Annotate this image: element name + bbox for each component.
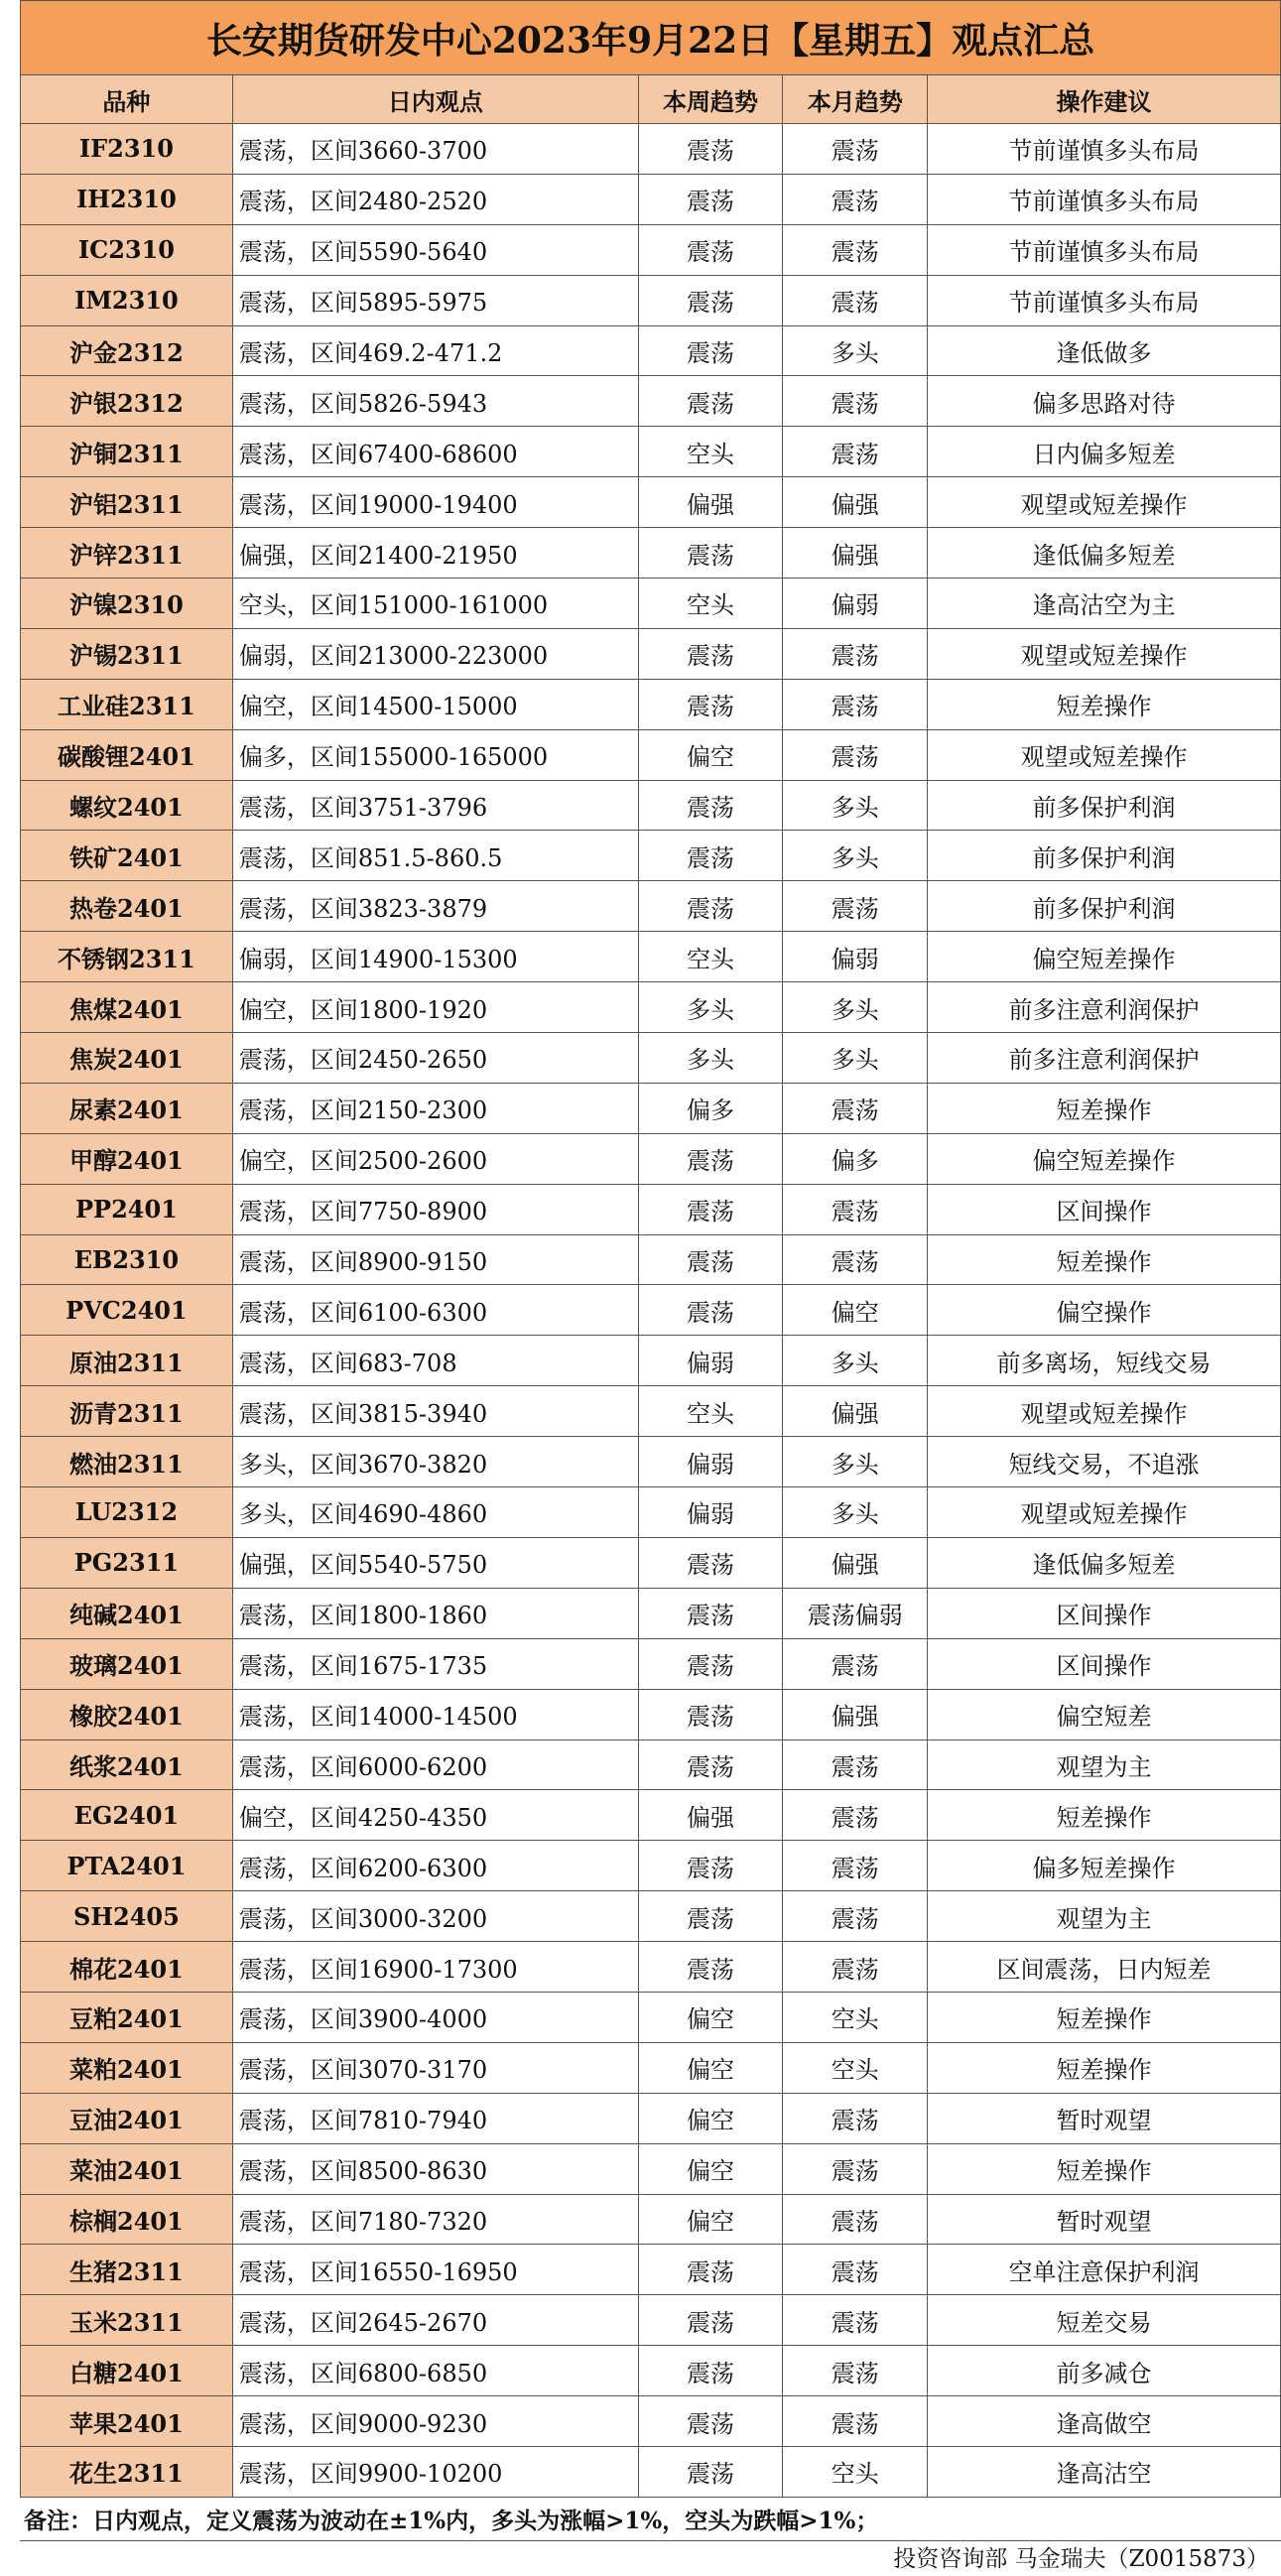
variety-cell: SH2405 bbox=[21, 1891, 233, 1942]
monthly-trend-cell: 震荡 bbox=[783, 881, 928, 932]
monthly-trend-cell: 多头 bbox=[783, 1033, 928, 1084]
variety-cell: 沪银2312 bbox=[21, 376, 233, 427]
monthly-trend-cell: 震荡 bbox=[783, 124, 928, 175]
table-row bbox=[21, 528, 1281, 579]
weekly-trend-cell: 偏弱 bbox=[638, 1487, 783, 1538]
intraday-view-cell: 偏空，区间4250-4350 bbox=[232, 1790, 638, 1841]
variety-cell: IF2310 bbox=[21, 124, 233, 175]
variety-cell: 花生2311 bbox=[21, 2446, 233, 2497]
variety-cell: 碳酸锂2401 bbox=[21, 729, 233, 780]
suggestion-cell: 逢高沽空为主 bbox=[928, 579, 1281, 629]
monthly-trend-cell: 震荡 bbox=[783, 1083, 928, 1133]
variety-cell: EB2310 bbox=[21, 1234, 233, 1285]
weekly-trend-cell: 震荡 bbox=[638, 1739, 783, 1790]
weekly-trend-cell: 偏弱 bbox=[638, 1336, 783, 1386]
suggestion-cell: 日内偏多短差 bbox=[928, 427, 1281, 477]
monthly-trend-cell: 偏弱 bbox=[783, 932, 928, 982]
intraday-view-cell: 震荡，区间5590-5640 bbox=[232, 224, 638, 275]
suggestion-cell: 区间操作 bbox=[928, 1588, 1281, 1638]
intraday-view-cell: 震荡，区间3823-3879 bbox=[232, 881, 638, 932]
suggestion-cell: 逢低偏多短差 bbox=[928, 1537, 1281, 1588]
intraday-view-cell: 多头，区间4690-4860 bbox=[232, 1487, 638, 1538]
table-row bbox=[21, 1336, 1281, 1386]
suggestion-cell: 节前谨慎多头布局 bbox=[928, 224, 1281, 275]
summary-sheet bbox=[20, 0, 1281, 2498]
table-row bbox=[21, 376, 1281, 427]
suggestion-cell: 空单注意保护利润 bbox=[928, 2245, 1281, 2295]
monthly-trend-cell: 偏弱 bbox=[783, 579, 928, 629]
suggestion-cell: 前多保护利润 bbox=[928, 881, 1281, 932]
monthly-trend-cell: 空头 bbox=[783, 2446, 928, 2497]
suggestion-cell: 前多减仓 bbox=[928, 2346, 1281, 2396]
weekly-trend-cell: 震荡 bbox=[638, 376, 783, 427]
variety-cell: 玻璃2401 bbox=[21, 1638, 233, 1689]
variety-cell: 沪镍2310 bbox=[21, 579, 233, 629]
intraday-view-cell: 震荡，区间3660-3700 bbox=[232, 124, 638, 175]
monthly-trend-cell: 震荡 bbox=[783, 628, 928, 679]
variety-cell: 菜粕2401 bbox=[21, 2042, 233, 2093]
variety-cell: 原油2311 bbox=[21, 1336, 233, 1386]
intraday-view-cell: 震荡，区间5895-5975 bbox=[232, 275, 638, 325]
intraday-view-cell: 偏空，区间1800-1920 bbox=[232, 982, 638, 1033]
weekly-trend-cell: 震荡 bbox=[638, 881, 783, 932]
table-row bbox=[21, 174, 1281, 224]
table-row bbox=[21, 1841, 1281, 1891]
variety-cell: 工业硅2311 bbox=[21, 679, 233, 729]
weekly-trend-cell: 震荡 bbox=[638, 628, 783, 679]
table-row bbox=[21, 881, 1281, 932]
suggestion-cell: 偏空短差操作 bbox=[928, 1133, 1281, 1184]
monthly-trend-cell: 偏强 bbox=[783, 528, 928, 579]
table-body bbox=[21, 124, 1281, 2498]
suggestion-cell: 节前谨慎多头布局 bbox=[928, 275, 1281, 325]
intraday-view-cell: 震荡，区间9900-10200 bbox=[232, 2446, 638, 2497]
variety-cell: 菜油2401 bbox=[21, 2143, 233, 2194]
variety-cell: 沪金2312 bbox=[21, 325, 233, 376]
weekly-trend-cell: 震荡 bbox=[638, 2446, 783, 2497]
weekly-trend-cell: 震荡 bbox=[638, 174, 783, 224]
variety-cell: 螺纹2401 bbox=[21, 780, 233, 831]
variety-cell: 沪锡2311 bbox=[21, 628, 233, 679]
weekly-trend-cell: 偏空 bbox=[638, 1992, 783, 2042]
monthly-trend-cell: 震荡 bbox=[783, 2346, 928, 2396]
intraday-view-cell: 震荡，区间851.5-860.5 bbox=[232, 831, 638, 881]
monthly-trend-cell: 多头 bbox=[783, 1336, 928, 1386]
weekly-trend-cell: 偏空 bbox=[638, 729, 783, 780]
suggestion-cell: 短差操作 bbox=[928, 1083, 1281, 1133]
intraday-view-cell: 震荡，区间469.2-471.2 bbox=[232, 325, 638, 376]
views-table bbox=[20, 0, 1281, 2498]
monthly-trend-cell: 震荡 bbox=[783, 1841, 928, 1891]
variety-cell: 玉米2311 bbox=[21, 2295, 233, 2346]
intraday-view-cell: 震荡，区间7810-7940 bbox=[232, 2093, 638, 2143]
table-row bbox=[21, 1437, 1281, 1487]
monthly-trend-cell: 震荡 bbox=[783, 1638, 928, 1689]
weekly-trend-cell: 震荡 bbox=[638, 224, 783, 275]
variety-cell: IC2310 bbox=[21, 224, 233, 275]
suggestion-cell: 前多注意利润保护 bbox=[928, 982, 1281, 1033]
variety-cell: 沪铝2311 bbox=[21, 477, 233, 528]
suggestion-cell: 逢高沽空 bbox=[928, 2446, 1281, 2497]
table-row bbox=[21, 2143, 1281, 2194]
weekly-trend-cell: 震荡 bbox=[638, 124, 783, 175]
intraday-view-cell: 震荡，区间2450-2650 bbox=[232, 1033, 638, 1084]
monthly-trend-cell: 偏强 bbox=[783, 1386, 928, 1437]
suggestion-cell: 短差操作 bbox=[928, 2143, 1281, 2194]
table-row bbox=[21, 1184, 1281, 1234]
intraday-view-cell: 偏空，区间14500-15000 bbox=[232, 679, 638, 729]
suggestion-cell: 短线交易，不追涨 bbox=[928, 1437, 1281, 1487]
table-row bbox=[21, 2042, 1281, 2093]
weekly-trend-cell: 偏弱 bbox=[638, 1437, 783, 1487]
suggestion-cell: 观望或短差操作 bbox=[928, 1487, 1281, 1538]
weekly-trend-cell: 震荡 bbox=[638, 1133, 783, 1184]
suggestion-cell: 前多离场，短线交易 bbox=[928, 1336, 1281, 1386]
weekly-trend-cell: 震荡 bbox=[638, 2396, 783, 2447]
variety-cell: 豆粕2401 bbox=[21, 1992, 233, 2042]
weekly-trend-cell: 偏强 bbox=[638, 477, 783, 528]
variety-cell: LU2312 bbox=[21, 1487, 233, 1538]
monthly-trend-cell: 震荡 bbox=[783, 2396, 928, 2447]
variety-cell: 白糖2401 bbox=[21, 2346, 233, 2396]
table-row bbox=[21, 679, 1281, 729]
monthly-trend-cell: 震荡 bbox=[783, 1891, 928, 1942]
intraday-view-cell: 震荡，区间8900-9150 bbox=[232, 1234, 638, 1285]
variety-cell: 不锈钢2311 bbox=[21, 932, 233, 982]
weekly-trend-cell: 空头 bbox=[638, 579, 783, 629]
weekly-trend-cell: 震荡 bbox=[638, 679, 783, 729]
suggestion-cell: 偏空短差 bbox=[928, 1689, 1281, 1739]
monthly-trend-cell: 偏强 bbox=[783, 1537, 928, 1588]
monthly-trend-cell: 震荡 bbox=[783, 376, 928, 427]
weekly-trend-cell: 空头 bbox=[638, 1386, 783, 1437]
intraday-view-cell: 震荡，区间3070-3170 bbox=[232, 2042, 638, 2093]
monthly-trend-cell: 震荡 bbox=[783, 2093, 928, 2143]
weekly-trend-cell: 震荡 bbox=[638, 1841, 783, 1891]
table-row bbox=[21, 729, 1281, 780]
intraday-view-cell: 震荡，区间6100-6300 bbox=[232, 1285, 638, 1336]
variety-cell: 棉花2401 bbox=[21, 1942, 233, 1993]
weekly-trend-cell: 空头 bbox=[638, 427, 783, 477]
table-row bbox=[21, 477, 1281, 528]
intraday-view-cell: 震荡，区间2150-2300 bbox=[232, 1083, 638, 1133]
variety-cell: 苹果2401 bbox=[21, 2396, 233, 2447]
suggestion-cell: 节前谨慎多头布局 bbox=[928, 124, 1281, 175]
table-row bbox=[21, 1588, 1281, 1638]
weekly-trend-cell: 多头 bbox=[638, 1033, 783, 1084]
table-row bbox=[21, 780, 1281, 831]
table-title: 长安期货研发中心2023年9月22日【星期五】观点汇总 bbox=[21, 1, 1281, 75]
variety-cell: 热卷2401 bbox=[21, 881, 233, 932]
monthly-trend-cell: 空头 bbox=[783, 1992, 928, 2042]
monthly-trend-cell: 震荡 bbox=[783, 2245, 928, 2295]
table-row bbox=[21, 275, 1281, 325]
table-row bbox=[21, 1133, 1281, 1184]
header-intraday-view: 日内观点 bbox=[232, 75, 638, 124]
variety-cell: 尿素2401 bbox=[21, 1083, 233, 1133]
table-row bbox=[21, 982, 1281, 1033]
table-row bbox=[21, 1739, 1281, 1790]
variety-cell: 焦煤2401 bbox=[21, 982, 233, 1033]
variety-cell: 焦炭2401 bbox=[21, 1033, 233, 1084]
table-row bbox=[21, 579, 1281, 629]
monthly-trend-cell: 震荡 bbox=[783, 679, 928, 729]
variety-cell: 豆油2401 bbox=[21, 2093, 233, 2143]
table-row bbox=[21, 325, 1281, 376]
table-row bbox=[21, 2295, 1281, 2346]
suggestion-cell: 短差操作 bbox=[928, 1790, 1281, 1841]
suggestion-cell: 短差操作 bbox=[928, 2042, 1281, 2093]
table-row bbox=[21, 1790, 1281, 1841]
table-row bbox=[21, 2446, 1281, 2497]
suggestion-cell: 观望为主 bbox=[928, 1739, 1281, 1790]
weekly-trend-cell: 震荡 bbox=[638, 2245, 783, 2295]
header-row bbox=[21, 75, 1281, 124]
variety-cell: PTA2401 bbox=[21, 1841, 233, 1891]
table-row bbox=[21, 427, 1281, 477]
intraday-view-cell: 震荡，区间6200-6300 bbox=[232, 1841, 638, 1891]
monthly-trend-cell: 震荡 bbox=[783, 224, 928, 275]
intraday-view-cell: 震荡，区间16550-16950 bbox=[232, 2245, 638, 2295]
monthly-trend-cell: 震荡 bbox=[783, 1942, 928, 1993]
monthly-trend-cell: 多头 bbox=[783, 780, 928, 831]
weekly-trend-cell: 震荡 bbox=[638, 1285, 783, 1336]
suggestion-cell: 偏空短差操作 bbox=[928, 932, 1281, 982]
suggestion-cell: 观望或短差操作 bbox=[928, 729, 1281, 780]
intraday-view-cell: 震荡，区间7750-8900 bbox=[232, 1184, 638, 1234]
suggestion-cell: 短差操作 bbox=[928, 1992, 1281, 2042]
intraday-view-cell: 偏强，区间5540-5750 bbox=[232, 1537, 638, 1588]
table-row bbox=[21, 2346, 1281, 2396]
monthly-trend-cell: 震荡 bbox=[783, 1790, 928, 1841]
weekly-trend-cell: 震荡 bbox=[638, 2295, 783, 2346]
table-row bbox=[21, 1386, 1281, 1437]
intraday-view-cell: 震荡，区间3900-4000 bbox=[232, 1992, 638, 2042]
intraday-view-cell: 震荡，区间16900-17300 bbox=[232, 1942, 638, 1993]
suggestion-cell: 观望为主 bbox=[928, 1891, 1281, 1942]
weekly-trend-cell: 偏多 bbox=[638, 1083, 783, 1133]
intraday-view-cell: 震荡，区间3815-3940 bbox=[232, 1386, 638, 1437]
monthly-trend-cell: 多头 bbox=[783, 325, 928, 376]
intraday-view-cell: 震荡，区间6800-6850 bbox=[232, 2346, 638, 2396]
weekly-trend-cell: 偏空 bbox=[638, 2042, 783, 2093]
suggestion-cell: 逢高做空 bbox=[928, 2396, 1281, 2447]
suggestion-cell: 观望或短差操作 bbox=[928, 628, 1281, 679]
weekly-trend-cell: 震荡 bbox=[638, 1891, 783, 1942]
weekly-trend-cell: 震荡 bbox=[638, 2346, 783, 2396]
weekly-trend-cell: 震荡 bbox=[638, 1537, 783, 1588]
intraday-view-cell: 偏多，区间155000-165000 bbox=[232, 729, 638, 780]
variety-cell: EG2401 bbox=[21, 1790, 233, 1841]
suggestion-cell: 偏多思路对待 bbox=[928, 376, 1281, 427]
monthly-trend-cell: 多头 bbox=[783, 1437, 928, 1487]
monthly-trend-cell: 多头 bbox=[783, 982, 928, 1033]
intraday-view-cell: 震荡，区间3000-3200 bbox=[232, 1891, 638, 1942]
variety-cell: 甲醇2401 bbox=[21, 1133, 233, 1184]
suggestion-cell: 暂时观望 bbox=[928, 2194, 1281, 2245]
header-weekly-trend: 本周趋势 bbox=[638, 75, 783, 124]
monthly-trend-cell: 多头 bbox=[783, 831, 928, 881]
table-row bbox=[21, 1537, 1281, 1588]
weekly-trend-cell: 震荡 bbox=[638, 780, 783, 831]
table-row bbox=[21, 124, 1281, 175]
intraday-view-cell: 空头，区间151000-161000 bbox=[232, 579, 638, 629]
monthly-trend-cell: 震荡 bbox=[783, 2194, 928, 2245]
intraday-view-cell: 偏空，区间2500-2600 bbox=[232, 1133, 638, 1184]
table-row bbox=[21, 1638, 1281, 1689]
table-row bbox=[21, 2093, 1281, 2143]
variety-cell: PP2401 bbox=[21, 1184, 233, 1234]
monthly-trend-cell: 偏多 bbox=[783, 1133, 928, 1184]
variety-cell: 生猪2311 bbox=[21, 2245, 233, 2295]
table-row bbox=[21, 1689, 1281, 1739]
suggestion-cell: 偏空操作 bbox=[928, 1285, 1281, 1336]
intraday-view-cell: 震荡，区间6000-6200 bbox=[232, 1739, 638, 1790]
intraday-view-cell: 偏强，区间21400-21950 bbox=[232, 528, 638, 579]
weekly-trend-cell: 震荡 bbox=[638, 831, 783, 881]
monthly-trend-cell: 震荡 bbox=[783, 1739, 928, 1790]
intraday-view-cell: 震荡，区间2645-2670 bbox=[232, 2295, 638, 2346]
table-row bbox=[21, 1992, 1281, 2042]
footnote: 备注：日内观点，定义震荡为波动在±1%内，多头为涨幅>1%，空头为跌幅>1%； bbox=[20, 2502, 1281, 2541]
suggestion-cell: 短差交易 bbox=[928, 2295, 1281, 2346]
intraday-view-cell: 震荡，区间1675-1735 bbox=[232, 1638, 638, 1689]
monthly-trend-cell: 震荡 bbox=[783, 1234, 928, 1285]
monthly-trend-cell: 震荡 bbox=[783, 275, 928, 325]
intraday-view-cell: 震荡，区间7180-7320 bbox=[232, 2194, 638, 2245]
weekly-trend-cell: 震荡 bbox=[638, 1689, 783, 1739]
variety-cell: 橡胶2401 bbox=[21, 1689, 233, 1739]
intraday-view-cell: 震荡，区间683-708 bbox=[232, 1336, 638, 1386]
table-row bbox=[21, 1234, 1281, 1285]
intraday-view-cell: 震荡，区间5826-5943 bbox=[232, 376, 638, 427]
weekly-trend-cell: 震荡 bbox=[638, 528, 783, 579]
weekly-trend-cell: 震荡 bbox=[638, 1942, 783, 1993]
table-row bbox=[21, 831, 1281, 881]
header-suggestion: 操作建议 bbox=[928, 75, 1281, 124]
header-variety: 品种 bbox=[21, 75, 233, 124]
suggestion-cell: 偏多短差操作 bbox=[928, 1841, 1281, 1891]
intraday-view-cell: 震荡，区间3751-3796 bbox=[232, 780, 638, 831]
variety-cell: 燃油2311 bbox=[21, 1437, 233, 1487]
table-row bbox=[21, 224, 1281, 275]
suggestion-cell: 区间操作 bbox=[928, 1184, 1281, 1234]
table-row bbox=[21, 1033, 1281, 1084]
suggestion-cell: 前多注意利润保护 bbox=[928, 1033, 1281, 1084]
monthly-trend-cell: 震荡 bbox=[783, 729, 928, 780]
weekly-trend-cell: 空头 bbox=[638, 932, 783, 982]
weekly-trend-cell: 震荡 bbox=[638, 1234, 783, 1285]
weekly-trend-cell: 震荡 bbox=[638, 325, 783, 376]
suggestion-cell: 区间操作 bbox=[928, 1638, 1281, 1689]
suggestion-cell: 节前谨慎多头布局 bbox=[928, 174, 1281, 224]
monthly-trend-cell: 震荡 bbox=[783, 2143, 928, 2194]
variety-cell: 纸浆2401 bbox=[21, 1739, 233, 1790]
table-row bbox=[21, 1891, 1281, 1942]
weekly-trend-cell: 震荡 bbox=[638, 1588, 783, 1638]
variety-cell: 纯碱2401 bbox=[21, 1588, 233, 1638]
suggestion-cell: 前多保护利润 bbox=[928, 780, 1281, 831]
intraday-view-cell: 偏弱，区间14900-15300 bbox=[232, 932, 638, 982]
monthly-trend-cell: 震荡 bbox=[783, 2295, 928, 2346]
intraday-view-cell: 震荡，区间19000-19400 bbox=[232, 477, 638, 528]
suggestion-cell: 观望或短差操作 bbox=[928, 1386, 1281, 1437]
variety-cell: 沥青2311 bbox=[21, 1386, 233, 1437]
suggestion-cell: 区间震荡，日内短差 bbox=[928, 1942, 1281, 1993]
suggestion-cell: 短差操作 bbox=[928, 1234, 1281, 1285]
monthly-trend-cell: 偏强 bbox=[783, 477, 928, 528]
intraday-view-cell: 震荡，区间2480-2520 bbox=[232, 174, 638, 224]
weekly-trend-cell: 多头 bbox=[638, 982, 783, 1033]
weekly-trend-cell: 偏空 bbox=[638, 2143, 783, 2194]
variety-cell: 铁矿2401 bbox=[21, 831, 233, 881]
table-row bbox=[21, 1083, 1281, 1133]
table-row bbox=[21, 932, 1281, 982]
variety-cell: PVC2401 bbox=[21, 1285, 233, 1336]
suggestion-cell: 逢低做多 bbox=[928, 325, 1281, 376]
table-row bbox=[21, 2396, 1281, 2447]
variety-cell: 棕榈2401 bbox=[21, 2194, 233, 2245]
suggestion-cell: 短差操作 bbox=[928, 679, 1281, 729]
weekly-trend-cell: 震荡 bbox=[638, 275, 783, 325]
variety-cell: IM2310 bbox=[21, 275, 233, 325]
monthly-trend-cell: 震荡 bbox=[783, 174, 928, 224]
monthly-trend-cell: 偏强 bbox=[783, 1689, 928, 1739]
intraday-view-cell: 多头，区间3670-3820 bbox=[232, 1437, 638, 1487]
intraday-view-cell: 震荡，区间8500-8630 bbox=[232, 2143, 638, 2194]
weekly-trend-cell: 震荡 bbox=[638, 1638, 783, 1689]
header-monthly-trend: 本月趋势 bbox=[783, 75, 928, 124]
suggestion-cell: 前多保护利润 bbox=[928, 831, 1281, 881]
weekly-trend-cell: 偏空 bbox=[638, 2194, 783, 2245]
variety-cell: 沪锌2311 bbox=[21, 528, 233, 579]
table-row bbox=[21, 2194, 1281, 2245]
suggestion-cell: 观望或短差操作 bbox=[928, 477, 1281, 528]
suggestion-cell: 逢低偏多短差 bbox=[928, 528, 1281, 579]
variety-cell: IH2310 bbox=[21, 174, 233, 224]
intraday-view-cell: 偏弱，区间213000-223000 bbox=[232, 628, 638, 679]
signature: 投资咨询部 马金瑞夫（Z0015873） bbox=[893, 2546, 1269, 2572]
monthly-trend-cell: 震荡 bbox=[783, 427, 928, 477]
table-row bbox=[21, 1487, 1281, 1538]
intraday-view-cell: 震荡，区间9000-9230 bbox=[232, 2396, 638, 2447]
monthly-trend-cell: 震荡偏弱 bbox=[783, 1588, 928, 1638]
table-row bbox=[21, 2245, 1281, 2295]
intraday-view-cell: 震荡，区间1800-1860 bbox=[232, 1588, 638, 1638]
monthly-trend-cell: 空头 bbox=[783, 2042, 928, 2093]
intraday-view-cell: 震荡，区间14000-14500 bbox=[232, 1689, 638, 1739]
table-row bbox=[21, 1285, 1281, 1336]
monthly-trend-cell: 多头 bbox=[783, 1487, 928, 1538]
monthly-trend-cell: 偏空 bbox=[783, 1285, 928, 1336]
weekly-trend-cell: 震荡 bbox=[638, 1184, 783, 1234]
intraday-view-cell: 震荡，区间67400-68600 bbox=[232, 427, 638, 477]
variety-cell: 沪铜2311 bbox=[21, 427, 233, 477]
variety-cell: PG2311 bbox=[21, 1537, 233, 1588]
table-row bbox=[21, 628, 1281, 679]
weekly-trend-cell: 偏空 bbox=[638, 2093, 783, 2143]
suggestion-cell: 暂时观望 bbox=[928, 2093, 1281, 2143]
table-row bbox=[21, 1942, 1281, 1993]
weekly-trend-cell: 偏强 bbox=[638, 1790, 783, 1841]
monthly-trend-cell: 震荡 bbox=[783, 1184, 928, 1234]
